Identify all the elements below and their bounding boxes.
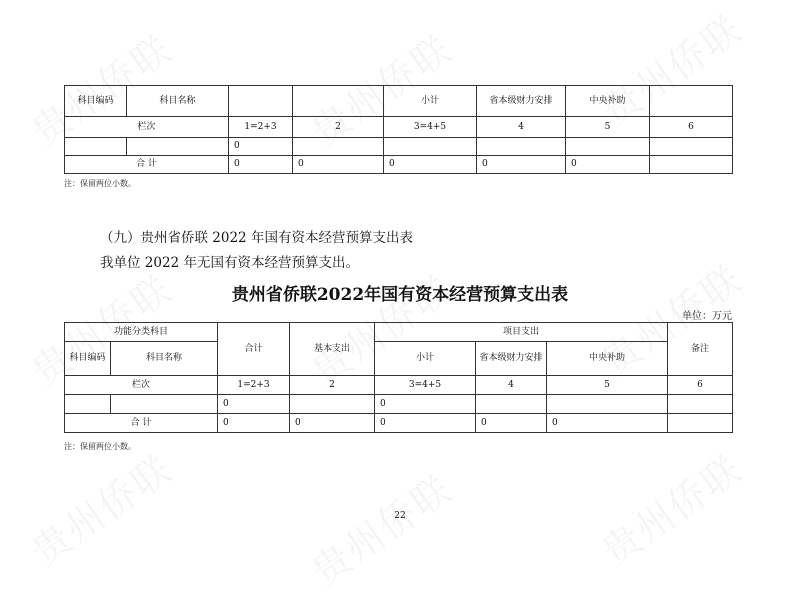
header-cell: 小计 xyxy=(375,342,476,376)
unit-label: 单位：万元 xyxy=(682,311,732,322)
table-header-row xyxy=(65,323,733,342)
header-cell: 科目编码 xyxy=(65,342,111,376)
header-cell: 项目支出 xyxy=(375,323,668,342)
table-cell: 0 xyxy=(290,414,375,433)
table-cell xyxy=(65,138,127,156)
table-cell: 5 xyxy=(547,376,668,395)
page-number: 22 xyxy=(394,511,406,521)
header-cell: 备注 xyxy=(668,323,733,376)
watermark xyxy=(589,439,752,576)
header-cell: 省本级财力安排 xyxy=(476,342,547,376)
total-label: 合 计 xyxy=(65,414,218,433)
table-cell: 4 xyxy=(477,117,566,138)
table-cell: 1=2+3 xyxy=(218,376,290,395)
total-label: 合 计 xyxy=(65,156,229,174)
table-cell: 0 xyxy=(218,395,290,414)
index-label: 栏次 xyxy=(65,117,229,138)
header-cell: 功能分类科目 xyxy=(65,323,218,342)
header-cell xyxy=(650,86,733,117)
header-cell: 科目名称 xyxy=(111,342,218,376)
table-cell xyxy=(566,138,650,156)
table-note: 注：保留两位小数。 xyxy=(64,179,136,188)
table-cell: 0 xyxy=(375,395,476,414)
table-cell xyxy=(476,395,547,414)
header-cell: 省本级财力安排 xyxy=(477,86,566,117)
section-statement: 我单位 2022 年无国有资本经营预算支出。 xyxy=(100,255,359,271)
table-cell xyxy=(547,395,668,414)
index-label: 栏次 xyxy=(65,376,218,395)
table-cell xyxy=(477,138,566,156)
table-header-row xyxy=(65,342,733,376)
total-row xyxy=(65,156,733,174)
header-cell: 中央补助 xyxy=(547,342,668,376)
header-cell xyxy=(293,86,384,117)
table-cell xyxy=(668,414,733,433)
table-cell: 0 xyxy=(476,414,547,433)
table-cell: 1=2+3 xyxy=(229,117,293,138)
table-cell: 2 xyxy=(290,376,375,395)
table-cell: 3=4+5 xyxy=(384,117,477,138)
table-cell: 4 xyxy=(476,376,547,395)
table-cell: 0 xyxy=(218,414,290,433)
header-cell: 中央补助 xyxy=(566,86,650,117)
table-cell xyxy=(111,395,218,414)
table-cell xyxy=(290,395,375,414)
table-cell xyxy=(293,138,384,156)
total-row xyxy=(65,414,733,433)
watermark xyxy=(299,459,462,596)
table-title: 贵州省侨联2022年国有资本经营预算支出表 xyxy=(231,285,569,305)
header-cell xyxy=(229,86,293,117)
table-cell: 0 xyxy=(293,156,384,174)
header-cell: 基本支出 xyxy=(290,323,375,376)
table-cell: 6 xyxy=(668,376,733,395)
table-cell xyxy=(668,395,733,414)
state-capital-expenditure-table xyxy=(64,322,733,433)
header-cell: 科目编码 xyxy=(65,86,127,117)
table-cell: 2 xyxy=(293,117,384,138)
budget-table-continued xyxy=(64,85,733,174)
table-cell xyxy=(65,395,111,414)
table-cell: 0 xyxy=(547,414,668,433)
table-cell: 0 xyxy=(384,156,477,174)
watermark xyxy=(19,439,182,576)
table-cell: 0 xyxy=(566,156,650,174)
table-note: 注：保留两位小数。 xyxy=(64,442,136,451)
header-cell: 合计 xyxy=(218,323,290,376)
table-header-row xyxy=(65,86,733,117)
table-row xyxy=(65,376,733,395)
table-cell: 0 xyxy=(477,156,566,174)
table-cell xyxy=(650,156,733,174)
table-cell xyxy=(650,138,733,156)
table-cell: 0 xyxy=(229,138,293,156)
section-heading: （九）贵州省侨联 2022 年国有资本经营预算支出表 xyxy=(100,230,413,246)
table-cell: 5 xyxy=(566,117,650,138)
table-row xyxy=(65,138,733,156)
header-cell: 小计 xyxy=(384,86,477,117)
table-cell: 0 xyxy=(375,414,476,433)
header-cell: 科目名称 xyxy=(127,86,229,117)
table-cell: 3=4+5 xyxy=(375,376,476,395)
table-row xyxy=(65,117,733,138)
table-cell xyxy=(384,138,477,156)
table-cell: 6 xyxy=(650,117,733,138)
table-cell: 0 xyxy=(229,156,293,174)
table-cell xyxy=(127,138,229,156)
table-row xyxy=(65,395,733,414)
